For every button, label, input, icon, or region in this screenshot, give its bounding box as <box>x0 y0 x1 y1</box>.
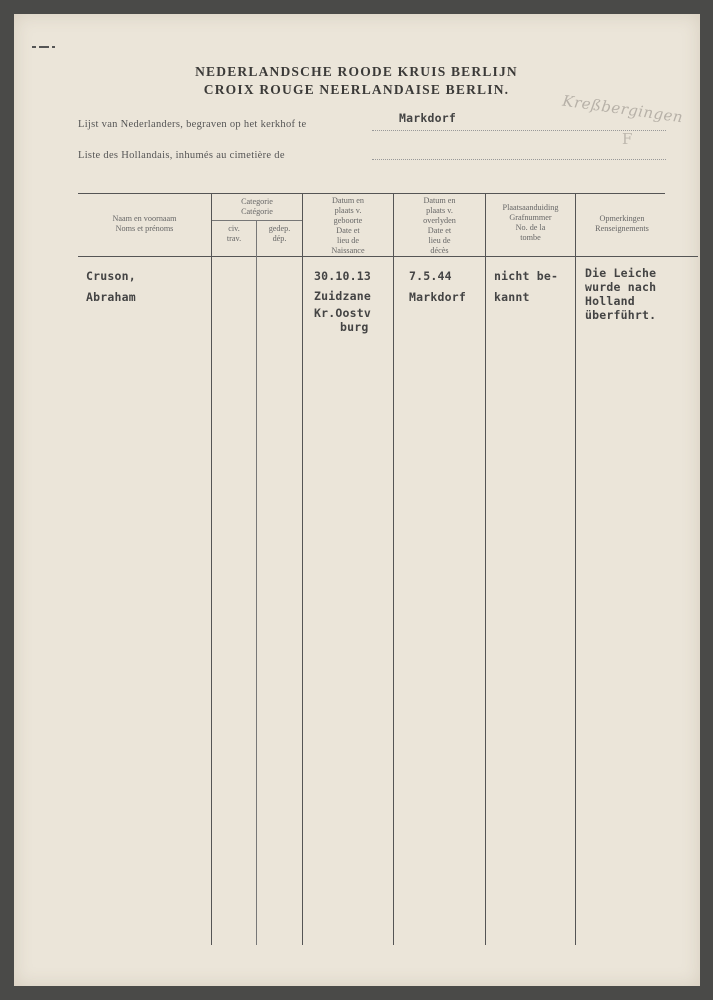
header-remarks: Opmerkingen Renseignements <box>595 214 649 233</box>
dotted-line-french <box>372 159 666 160</box>
column-rule-3 <box>302 193 303 945</box>
table-row-remarks: Die Leiche wurde nach Holland überführt. <box>585 266 657 322</box>
table-row-birth: 30.10.13 Zuidzane Kr.Oostv burg <box>314 269 371 334</box>
pencil-mark: F <box>622 130 633 148</box>
category-sub-rule <box>212 220 302 221</box>
pencil-note: Kreßbergingen <box>561 91 685 127</box>
header-civ: civ. trav. <box>226 224 242 243</box>
list-label-french: Liste des Hollandais, inhumés au cimetière de <box>78 150 285 161</box>
table-top-rule <box>78 193 665 194</box>
header-birth: Datum en plaats v. geboorte Date et lieu de Naissance <box>331 196 365 255</box>
column-rule-5 <box>485 193 486 945</box>
ink-speck <box>32 36 72 42</box>
column-rule-2 <box>256 220 257 945</box>
column-rule-4 <box>393 193 394 945</box>
cemetery-place-value: Markdorf <box>399 111 456 125</box>
header-name: Naam en voornaam Noms et prénoms <box>112 214 177 233</box>
header-category: Categorie Catégorie <box>241 197 273 216</box>
table-header-rule <box>78 256 698 257</box>
column-rule-6 <box>575 193 576 945</box>
list-label-dutch: Lijst van Nederlanders, begraven op het kerkhof te <box>78 119 307 130</box>
header-death: Datum en plaats v. overlyden Date et lieu de décès <box>423 196 456 255</box>
title-dutch: NEDERLANDSCHE ROODE KRUIS BERLIJN <box>195 64 518 79</box>
table-row-grave: nicht be- kannt <box>494 269 559 304</box>
table-row-death: 7.5.44 Markdorf <box>409 269 466 304</box>
column-rule-1 <box>211 193 212 945</box>
header-gedep: gedep. dép. <box>268 224 291 243</box>
title-french: CROIX ROUGE NEERLANDAISE BERLIN. <box>203 82 510 97</box>
header-grave: Plaatsaanduiding Grafnummer No. de la tombe <box>502 203 559 242</box>
table-row-name: Cruson, Abraham <box>86 269 136 304</box>
